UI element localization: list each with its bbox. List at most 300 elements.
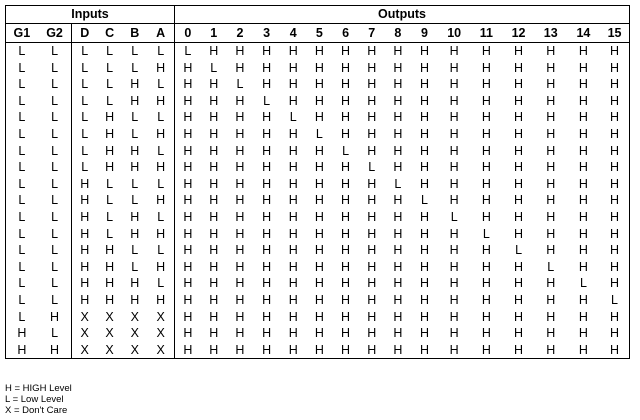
table-row: [6, 109, 630, 126]
table-cell: H: [50, 309, 60, 324]
table-cell: H: [175, 109, 201, 126]
table-cell: H: [578, 126, 588, 141]
table-cell: H: [72, 259, 97, 276]
column-header-5: 5: [306, 24, 332, 43]
table-cell: H: [578, 60, 588, 75]
table-cell: H: [314, 259, 324, 274]
table-cell: H: [262, 326, 272, 341]
table-cell: H: [610, 326, 620, 341]
table-cell: L: [18, 126, 26, 141]
table-cell: H: [175, 309, 201, 326]
column-header-6: 6: [332, 24, 358, 43]
table-cell: H: [449, 243, 459, 258]
table-cell: L: [157, 110, 165, 125]
table-cell: H: [288, 93, 298, 108]
table-cell: H: [393, 342, 403, 357]
table-cell: H: [367, 44, 377, 58]
table-cell: H: [367, 259, 377, 274]
table-cell: H: [288, 292, 298, 307]
column-header-15: 15: [600, 24, 629, 43]
table-cell: H: [235, 309, 245, 324]
table-cell: H: [514, 193, 524, 208]
column-header-11: 11: [470, 24, 502, 43]
table-cell: L: [157, 44, 165, 58]
table-cell: L: [51, 292, 59, 307]
table-cell: H: [481, 276, 491, 291]
table-row: [6, 176, 630, 193]
table-cell: H: [514, 292, 524, 307]
table-cell: H: [367, 176, 377, 191]
table-cell: H: [262, 276, 272, 291]
table-cell: H: [175, 76, 201, 93]
table-cell: H: [209, 209, 219, 224]
table-cell: L: [51, 126, 59, 141]
table-cell: H: [449, 143, 459, 158]
table-cell: H: [420, 243, 430, 258]
table-cell: H: [367, 243, 377, 258]
table-cell: L: [515, 243, 523, 258]
inputs-group-header: Inputs: [6, 6, 175, 24]
table-cell: H: [449, 126, 459, 141]
table-cell: H: [610, 209, 620, 224]
table-cell: H: [341, 93, 351, 108]
table-cell: L: [289, 110, 297, 125]
table-cell: H: [175, 259, 201, 276]
table-cell: H: [610, 143, 620, 158]
table-cell: H: [393, 326, 403, 341]
table-cell: L: [611, 292, 618, 307]
table-cell: H: [288, 77, 298, 92]
table-cell: H: [546, 342, 556, 357]
table-cell: H: [514, 209, 524, 224]
table-cell: H: [393, 110, 403, 125]
column-header-g1: G1: [6, 24, 38, 43]
table-cell: L: [18, 243, 26, 258]
table-cell: H: [209, 342, 219, 357]
table-cell: H: [235, 292, 245, 307]
table-cell: L: [106, 209, 114, 224]
table-cell: H: [481, 292, 491, 307]
column-header-13: 13: [535, 24, 567, 43]
table-cell: H: [288, 126, 298, 141]
table-cell: H: [156, 93, 166, 108]
table-cell: H: [341, 292, 351, 307]
table-cell: H: [367, 326, 377, 341]
table-cell: H: [393, 292, 403, 307]
table-cell: L: [18, 209, 26, 224]
table-cell: L: [18, 44, 26, 58]
table-cell: L: [51, 93, 59, 108]
table-row: [6, 209, 630, 226]
table-cell: X: [156, 326, 165, 341]
table-cell: H: [72, 226, 97, 243]
table-cell: H: [449, 110, 459, 125]
table-cell: H: [449, 44, 459, 58]
group-header-row: [6, 6, 630, 24]
table-cell: H: [367, 226, 377, 241]
table-cell: H: [209, 77, 219, 92]
table-cell: L: [263, 93, 271, 108]
table-cell: H: [288, 160, 298, 175]
table-cell: L: [157, 176, 165, 191]
table-cell: X: [105, 326, 114, 341]
table-cell: H: [105, 160, 115, 175]
table-cell: H: [314, 60, 324, 75]
table-cell: H: [514, 259, 524, 274]
table-cell: H: [449, 60, 459, 75]
table-cell: H: [262, 226, 272, 241]
table-cell: H: [578, 77, 588, 92]
table-cell: H: [341, 176, 351, 191]
table-cell: L: [210, 60, 218, 75]
table-cell: H: [175, 209, 201, 226]
table-cell: H: [130, 77, 140, 92]
table-cell: H: [262, 176, 272, 191]
table-cell: L: [51, 77, 59, 92]
table-cell: H: [578, 309, 588, 324]
table-cell: X: [156, 309, 165, 324]
table-cell: H: [175, 226, 201, 243]
table-cell: H: [175, 60, 201, 77]
table-cell: H: [578, 342, 588, 357]
table-cell: L: [18, 60, 26, 75]
table-cell: H: [175, 292, 201, 309]
table-cell: H: [420, 143, 430, 158]
table-cell: H: [314, 326, 324, 341]
table-cell: H: [288, 209, 298, 224]
table-cell: H: [314, 44, 324, 58]
table-cell: H: [105, 110, 115, 125]
table-cell: H: [314, 110, 324, 125]
table-cell: H: [175, 176, 201, 193]
table-cell: L: [131, 193, 139, 208]
table-cell: H: [481, 93, 491, 108]
table-cell: H: [209, 176, 219, 191]
table-cell: H: [546, 193, 556, 208]
table-cell: H: [288, 309, 298, 324]
table-cell: H: [367, 342, 377, 357]
table-cell: H: [314, 160, 324, 175]
table-cell: H: [420, 110, 430, 125]
column-header-g2: G2: [38, 24, 72, 43]
table-cell: H: [262, 110, 272, 125]
table-cell: H: [610, 44, 620, 58]
table-cell: H: [262, 309, 272, 324]
truth-table: [5, 5, 630, 359]
table-cell: H: [209, 44, 219, 58]
table-cell: H: [17, 342, 27, 357]
table-cell: L: [51, 160, 59, 175]
table-cell: H: [449, 259, 459, 274]
table-cell: H: [514, 143, 524, 158]
table-cell: H: [235, 243, 245, 258]
table-cell: H: [341, 44, 351, 58]
table-cell: H: [288, 176, 298, 191]
column-header-0: 0: [175, 24, 201, 43]
table-cell: H: [235, 60, 245, 75]
table-cell: L: [131, 110, 139, 125]
table-cell: H: [420, 276, 430, 291]
table-cell: H: [209, 276, 219, 291]
table-cell: H: [420, 342, 430, 357]
table-cell: H: [514, 77, 524, 92]
table-cell: H: [546, 326, 556, 341]
table-cell: H: [175, 192, 201, 209]
table-cell: H: [156, 160, 166, 175]
table-cell: H: [393, 44, 403, 58]
table-cell: H: [367, 309, 377, 324]
table-cell: L: [106, 226, 114, 241]
table-cell: H: [175, 159, 201, 176]
table-cell: L: [18, 93, 26, 108]
table-cell: H: [209, 259, 219, 274]
table-cell: H: [514, 326, 524, 341]
table-cell: H: [288, 259, 298, 274]
table-cell: H: [262, 160, 272, 175]
table-cell: H: [514, 126, 524, 141]
table-cell: H: [341, 77, 351, 92]
table-row: [6, 43, 630, 60]
table-cell: L: [72, 76, 97, 93]
table-cell: H: [514, 93, 524, 108]
table-cell: H: [514, 60, 524, 75]
table-cell: H: [17, 326, 27, 341]
table-cell: H: [481, 326, 491, 341]
table-cell: H: [72, 209, 97, 226]
table-cell: H: [105, 143, 115, 158]
table-cell: H: [610, 176, 620, 191]
table-cell: H: [610, 243, 620, 258]
table-cell: H: [262, 209, 272, 224]
table-cell: H: [546, 110, 556, 125]
table-cell: H: [610, 309, 620, 324]
table-cell: H: [209, 292, 219, 307]
table-cell: H: [578, 160, 588, 175]
table-cell: H: [367, 292, 377, 307]
table-cell: H: [156, 226, 166, 241]
table-cell: H: [235, 110, 245, 125]
table-row: [6, 60, 630, 77]
table-cell: X: [105, 342, 114, 357]
table-cell: H: [578, 193, 588, 208]
table-cell: H: [235, 93, 245, 108]
table-cell: H: [235, 326, 245, 341]
table-row: [6, 242, 630, 259]
table-cell: H: [610, 126, 620, 141]
table-cell: L: [547, 259, 555, 274]
table-cell: H: [578, 243, 588, 258]
table-cell: X: [156, 342, 165, 357]
table-row: [6, 93, 630, 110]
column-header-d: D: [72, 24, 97, 43]
table-row: [6, 275, 630, 292]
table-cell: H: [341, 193, 351, 208]
table-row: [6, 143, 630, 160]
table-cell: H: [420, 326, 430, 341]
table-cell: H: [449, 176, 459, 191]
table-cell: H: [130, 93, 140, 108]
table-cell: L: [72, 109, 97, 126]
table-cell: H: [235, 276, 245, 291]
column-header-3: 3: [253, 24, 280, 43]
table-cell: H: [393, 93, 403, 108]
table-cell: H: [235, 259, 245, 274]
table-cell: X: [130, 309, 139, 324]
table-cell: H: [578, 176, 588, 191]
table-cell: H: [209, 110, 219, 125]
table-cell: L: [18, 160, 26, 175]
table-cell: H: [481, 259, 491, 274]
table-cell: L: [579, 276, 587, 291]
table-cell: H: [175, 93, 201, 110]
column-header-12: 12: [502, 24, 534, 43]
table-cell: H: [514, 160, 524, 175]
table-cell: H: [367, 143, 377, 158]
table-row: [6, 76, 630, 93]
table-cell: X: [72, 309, 97, 326]
truth-table-body: [6, 43, 630, 359]
table-cell: H: [546, 44, 556, 58]
table-cell: H: [578, 110, 588, 125]
table-cell: H: [314, 342, 324, 357]
table-cell: H: [578, 143, 588, 158]
table-cell: H: [367, 126, 377, 141]
table-cell: H: [420, 309, 430, 324]
table-cell: H: [262, 342, 272, 357]
table-cell: H: [175, 242, 201, 259]
table-cell: H: [209, 226, 219, 241]
table-cell: H: [393, 143, 403, 158]
table-cell: H: [50, 342, 60, 357]
table-cell: H: [393, 160, 403, 175]
table-cell: H: [514, 44, 524, 58]
table-cell: H: [449, 276, 459, 291]
table-cell: X: [105, 309, 114, 324]
table-cell: H: [314, 143, 324, 158]
table-cell: H: [367, 276, 377, 291]
column-header-8: 8: [385, 24, 411, 43]
table-cell: H: [578, 93, 588, 108]
table-cell: H: [314, 243, 324, 258]
table-cell: L: [18, 110, 26, 125]
table-cell: H: [481, 193, 491, 208]
table-cell: H: [72, 275, 97, 292]
column-header-row: [6, 24, 630, 43]
table-cell: H: [288, 342, 298, 357]
table-cell: H: [420, 160, 430, 175]
table-cell: H: [175, 275, 201, 292]
table-cell: H: [262, 143, 272, 158]
table-cell: H: [546, 160, 556, 175]
table-cell: H: [393, 226, 403, 241]
table-cell: H: [262, 60, 272, 75]
table-cell: L: [51, 226, 59, 241]
table-cell: H: [288, 276, 298, 291]
table-cell: X: [72, 325, 97, 342]
table-cell: H: [235, 226, 245, 241]
table-cell: H: [546, 226, 556, 241]
column-header-1: 1: [201, 24, 227, 43]
column-header-14: 14: [567, 24, 600, 43]
table-cell: H: [420, 93, 430, 108]
column-header-b: B: [122, 24, 147, 43]
table-cell: L: [18, 292, 26, 307]
table-cell: H: [209, 326, 219, 341]
table-cell: H: [314, 93, 324, 108]
table-cell: H: [209, 243, 219, 258]
table-cell: H: [367, 193, 377, 208]
table-cell: L: [18, 309, 26, 324]
table-cell: L: [51, 326, 59, 341]
table-cell: L: [236, 77, 244, 92]
table-cell: H: [130, 160, 140, 175]
table-cell: L: [51, 276, 59, 291]
table-cell: L: [18, 77, 26, 92]
table-cell: H: [72, 176, 97, 193]
table-cell: H: [209, 93, 219, 108]
table-cell: H: [449, 93, 459, 108]
table-cell: H: [546, 209, 556, 224]
table-cell: H: [156, 126, 166, 141]
table-cell: H: [262, 292, 272, 307]
table-cell: L: [394, 176, 402, 191]
table-cell: H: [367, 110, 377, 125]
table-cell: H: [420, 44, 430, 58]
table-cell: H: [72, 292, 97, 309]
table-cell: L: [106, 60, 114, 75]
table-cell: H: [341, 276, 351, 291]
table-cell: H: [449, 342, 459, 357]
table-cell: H: [610, 77, 620, 92]
table-cell: H: [262, 259, 272, 274]
table-cell: L: [106, 193, 114, 208]
table-cell: H: [235, 193, 245, 208]
table-cell: H: [578, 209, 588, 224]
table-cell: L: [106, 176, 114, 191]
table-cell: L: [72, 60, 97, 77]
table-cell: H: [175, 342, 201, 359]
table-cell: L: [450, 209, 458, 224]
table-cell: L: [51, 243, 59, 258]
table-row: [6, 192, 630, 209]
table-cell: H: [481, 143, 491, 158]
table-cell: L: [157, 209, 165, 224]
table-cell: H: [393, 243, 403, 258]
column-header-a: A: [147, 24, 174, 43]
table-cell: H: [314, 226, 324, 241]
table-cell: L: [18, 176, 26, 191]
table-cell: L: [131, 126, 139, 141]
table-cell: L: [51, 259, 59, 274]
table-cell: H: [175, 325, 201, 342]
table-cell: L: [106, 93, 114, 108]
outputs-group-header: Outputs: [175, 6, 630, 24]
table-cell: H: [449, 193, 459, 208]
table-cell: H: [288, 326, 298, 341]
table-cell: H: [546, 143, 556, 158]
table-cell: L: [106, 77, 114, 92]
table-cell: H: [546, 93, 556, 108]
table-cell: H: [367, 209, 377, 224]
table-cell: H: [288, 226, 298, 241]
table-cell: H: [546, 276, 556, 291]
table-cell: H: [481, 160, 491, 175]
table-cell: H: [341, 110, 351, 125]
table-cell: H: [578, 44, 588, 58]
table-row: [6, 259, 630, 276]
table-cell: H: [130, 209, 140, 224]
table-cell: H: [481, 126, 491, 141]
